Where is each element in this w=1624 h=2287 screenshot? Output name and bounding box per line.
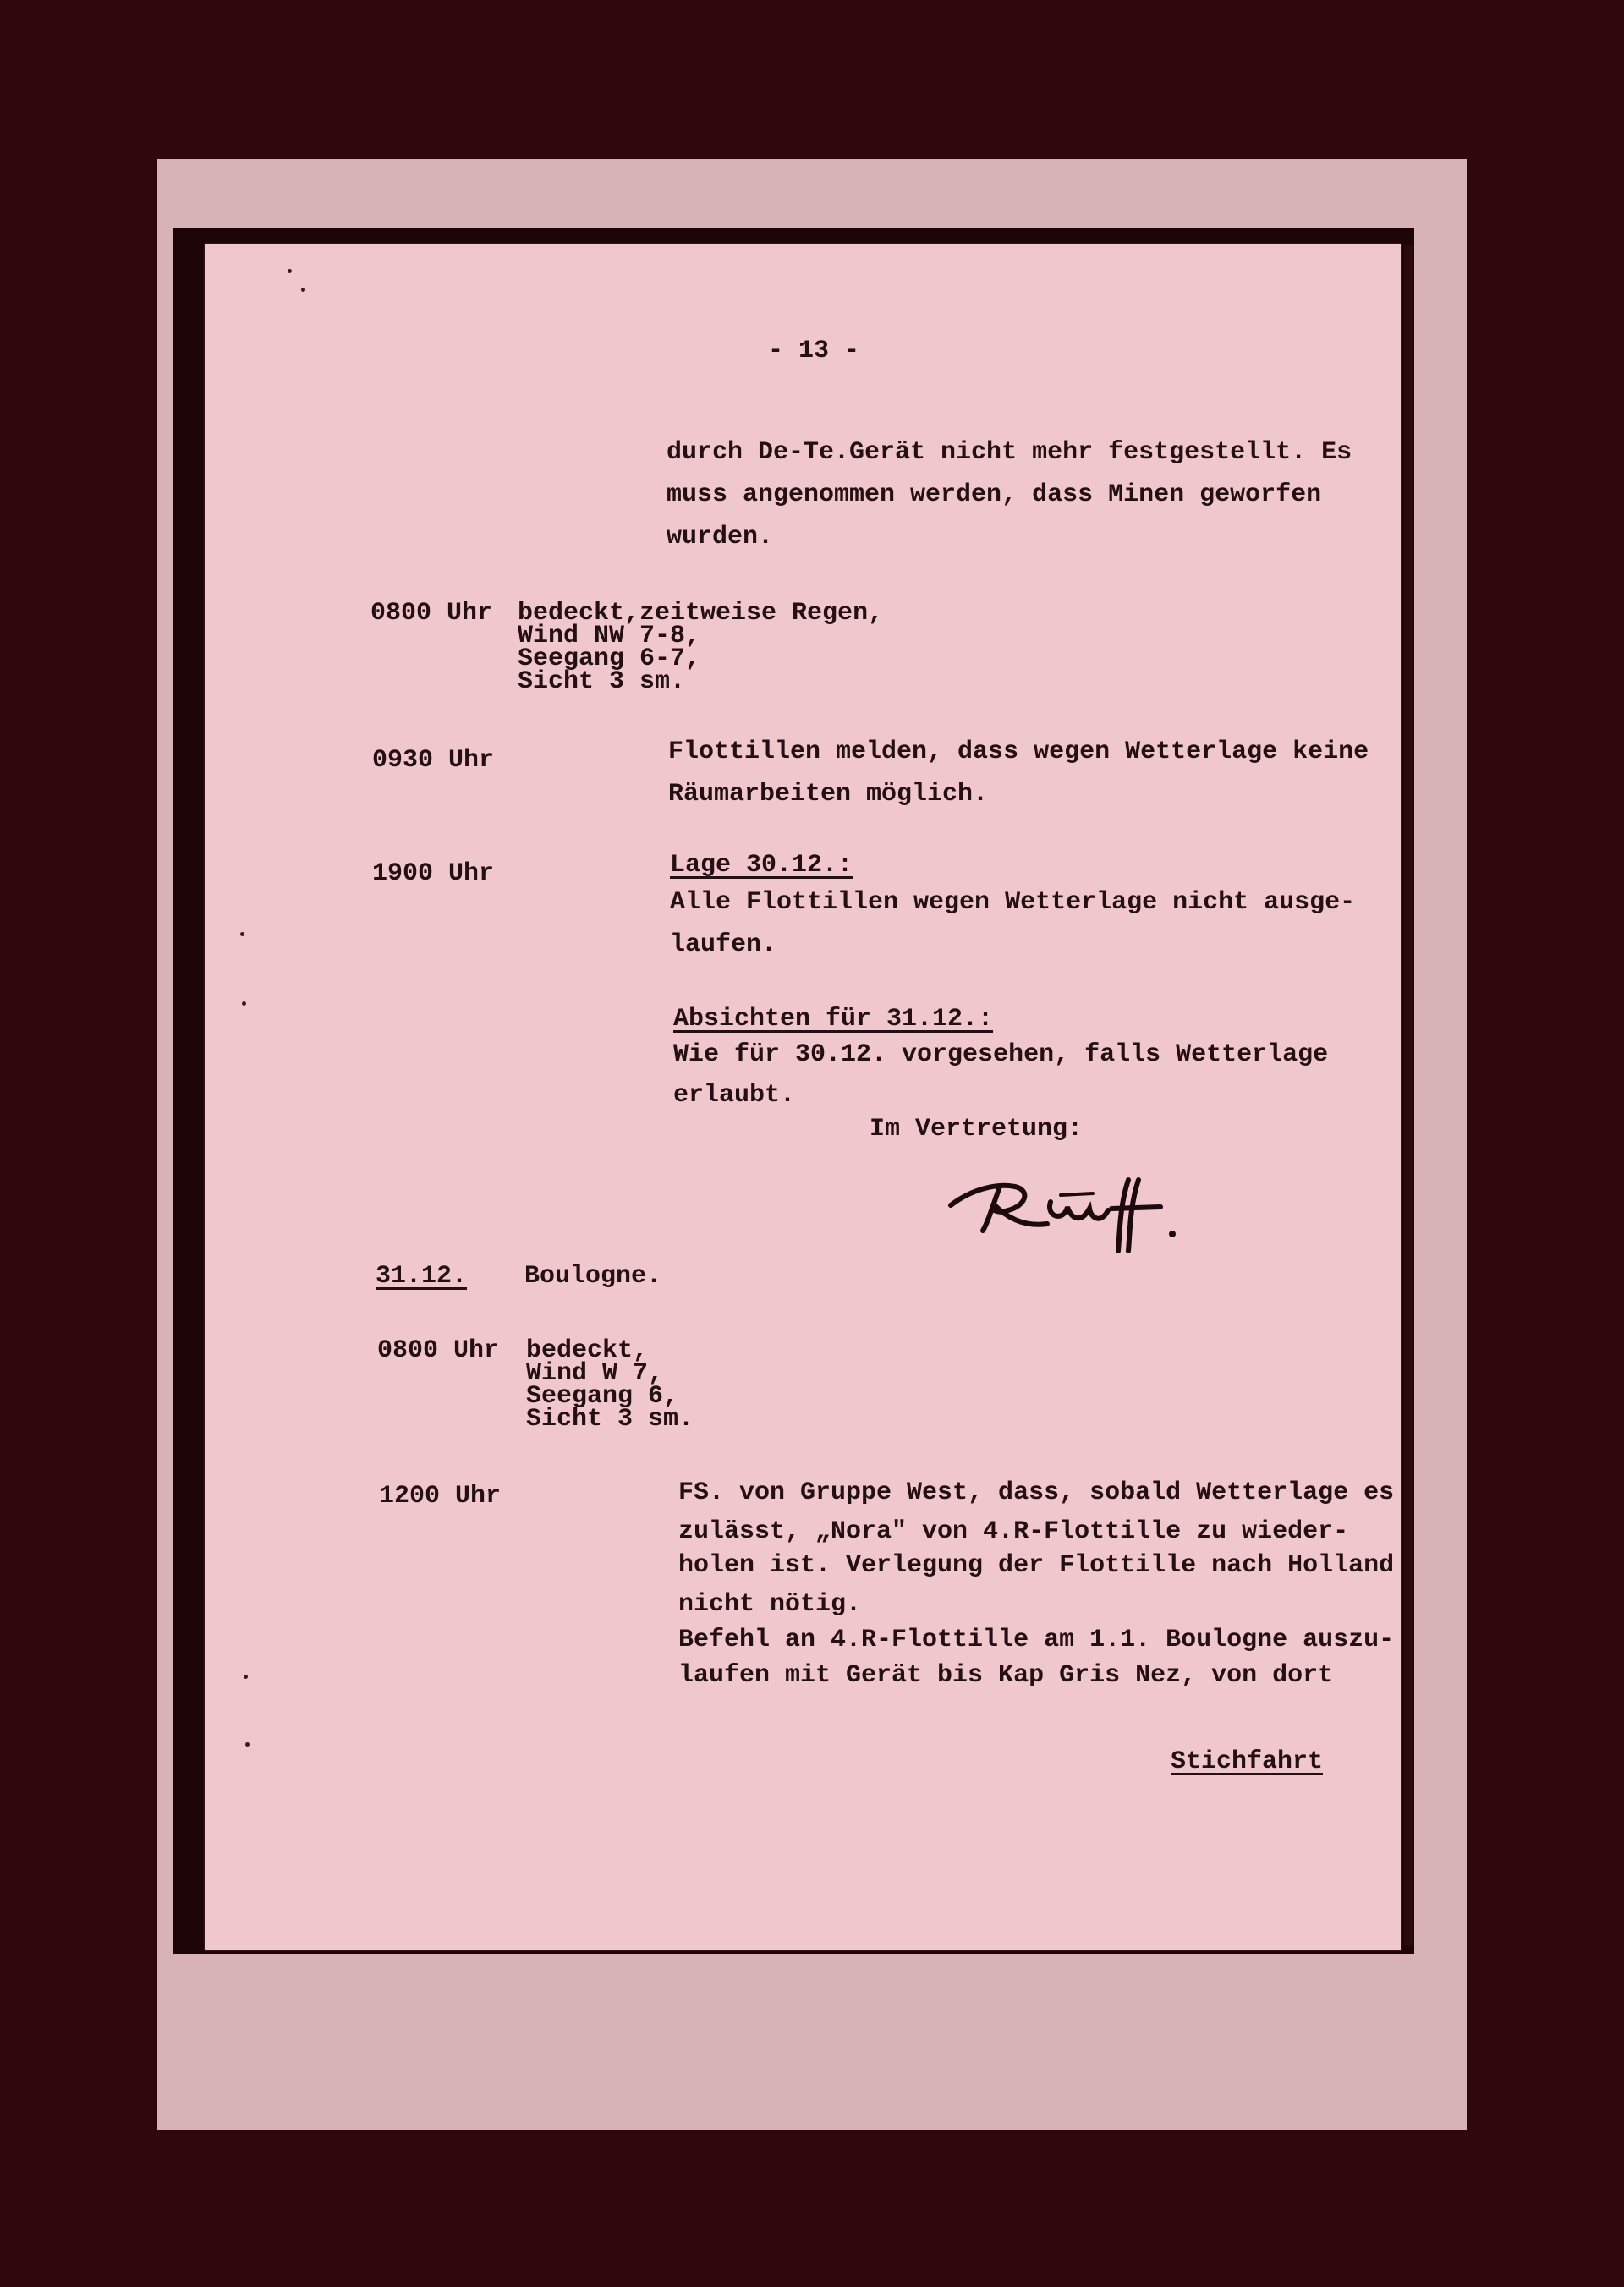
weather-line-4: Sicht 3 sm.	[518, 667, 686, 696]
weather-line-1: bedeckt,zeitweise Regen,	[518, 599, 884, 628]
entry-text-line-1: Flottillen melden, dass wegen Wetterlage keine	[668, 738, 1369, 766]
continuation-line-2: muss angenommen werden, dass Minen geworfen	[667, 480, 1322, 509]
weather-line-2: Wind W 7,	[526, 1359, 664, 1388]
entry-text-line-5: Befehl an 4.R-Flottille am 1.1. Boulogne auszu-	[678, 1626, 1395, 1654]
entry-text-line-3: holen ist. Verlegung der Flottille nach Holland	[678, 1551, 1395, 1580]
entry-text-line-1: FS. von Gruppe West, dass, sobald Wetterlage es	[678, 1478, 1395, 1507]
weather-line-2: Wind NW 7-8,	[518, 622, 701, 650]
punch-mark	[244, 1675, 248, 1679]
entry-time: 0800 Uhr	[377, 1336, 500, 1365]
continuation-line-1: durch De-Te.Gerät nicht mehr festgestellt. Es	[667, 438, 1352, 467]
day-date: 31.12.	[376, 1262, 468, 1291]
intentions-heading: Absichten für 31.12.:	[673, 1005, 994, 1034]
entry-text-line-4: nicht nötig.	[678, 1590, 862, 1619]
punch-mark	[242, 1001, 246, 1006]
page-number: - 13 -	[768, 337, 860, 365]
weather-line-4: Sicht 3 sm.	[526, 1405, 694, 1434]
entry-text-line-2: Räumarbeiten möglich.	[668, 780, 989, 809]
speck	[301, 288, 305, 292]
punch-mark	[240, 932, 244, 936]
weather-line-3: Seegang 6-7,	[518, 644, 701, 673]
entry-text-line-2: zulässt, „Nora" von 4.R-Flottille zu wieder-	[678, 1517, 1349, 1546]
situation-heading: Lage 30.12.:	[670, 851, 853, 880]
entry-time: 1900 Uhr	[372, 859, 495, 888]
entry-time: 1200 Uhr	[379, 1482, 502, 1511]
weather-line-1: bedeckt,	[526, 1336, 649, 1365]
entry-time: 0930 Uhr	[372, 746, 495, 775]
entry-text-line-1: Alle Flottillen wegen Wetterlage nicht ausge-	[670, 888, 1356, 917]
entry-text-line-2: laufen.	[670, 930, 777, 959]
weather-line-3: Seegang 6,	[526, 1382, 679, 1411]
entry-text-line-2: erlaubt.	[673, 1081, 796, 1110]
entry-text-line-6: laufen mit Gerät bis Kap Gris Nez, von dort	[678, 1661, 1334, 1690]
speck	[288, 269, 292, 273]
entry-text-line-1: Wie für 30.12. vorgesehen, falls Wetterlage	[673, 1040, 1329, 1069]
catchword: Stichfahrt	[1171, 1747, 1324, 1776]
day-place: Boulogne.	[524, 1262, 662, 1291]
handwritten-signature	[939, 1146, 1210, 1256]
punch-mark	[245, 1742, 250, 1747]
entry-time: 0800 Uhr	[370, 599, 493, 628]
signature-label: Im Vertretung:	[870, 1115, 1084, 1144]
continuation-line-3: wurden.	[667, 523, 774, 551]
right-edge-shadow	[1404, 245, 1413, 1945]
